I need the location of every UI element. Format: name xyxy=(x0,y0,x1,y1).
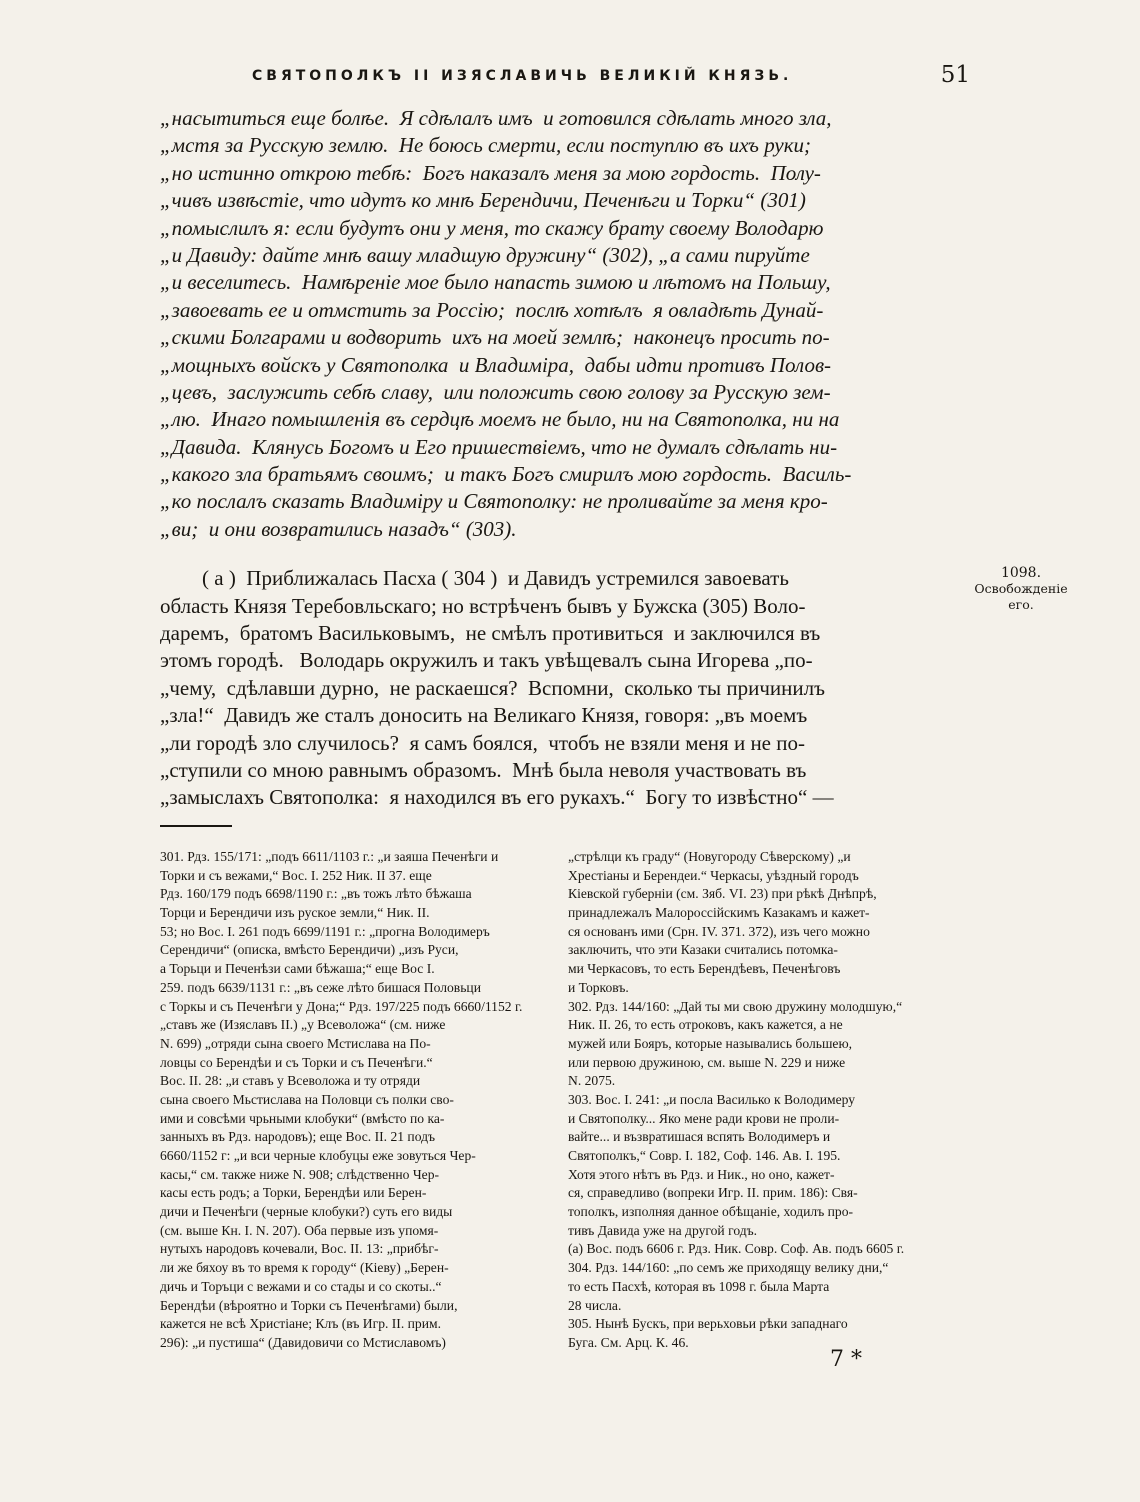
footnote-line: (а) Вос. подъ 6606 г. Рдз. Ник. Совр. Соф. Ав. подъ 6605 г. xyxy=(568,1241,905,1257)
footnote-line: дичь и Торъци с вежами и со стады и со скоты..“ xyxy=(160,1278,442,1294)
margin-label: Освобожденіе его. xyxy=(974,581,1068,612)
text-line: „завоевать ее и отмстить за Россію; послѣ хотѣлъ я овладѣть Дунай- xyxy=(160,297,824,322)
footnote-line: дичи и Печенѣги (черные клобуки?) суть его виды xyxy=(160,1204,453,1220)
footnote-line: занныхъ въ Рдз. народовъ); еще Вос. ІІ. 21 подъ xyxy=(160,1129,436,1145)
footnote-rule xyxy=(160,825,232,827)
text-line: „и Давиду: дайте мнѣ вашу младшую дружину“ (302), „а сами пируйте xyxy=(160,242,810,267)
footnote-line: 305. Нынѣ Бускъ, при верьховьи рѣки западнаго xyxy=(568,1316,848,1332)
footnote-line: „стрѣлци къ граду“ (Новугороду Сѣверскому) „и xyxy=(568,849,851,864)
footnote-line: Серендичи“ (описка, вмѣсто Берендичи) „изъ Руси, xyxy=(160,942,459,958)
text-line: „скими Болгарами и водворить ихъ на моей землѣ; наконецъ просить по- xyxy=(160,325,830,350)
footnote-line: ли же бяхоу въ то время к городу“ (Кіеву) „Берен- xyxy=(160,1260,449,1276)
text-line: даремъ, братомъ Васильковымъ, не смѣлъ противиться и заключился въ xyxy=(160,621,821,646)
running-title: СВЯТОПОЛКЪ II ИЗЯСЛАВИЧЬ ВЕЛИКІЙ КНЯЗЬ. xyxy=(252,68,793,84)
footnote-line: тивъ Давида уже на другой годъ. xyxy=(568,1222,758,1238)
footnote-line: или первою дружиною, см. выше N. 229 и ниже xyxy=(568,1054,846,1070)
footnote-line: тополкъ, изполняя данное обѣщаніе, ходилъ про- xyxy=(568,1204,854,1220)
footnote-line: Рдз. 160/179 подъ 6698/1190 г.: „въ тожъ лѣто бѣжаша xyxy=(160,886,472,902)
footnote-line: то есть Пасхѣ, которая въ 1098 г. была Марта xyxy=(568,1278,830,1294)
footnote-line: сына своего Мьстислава на Половци съ полки сво- xyxy=(160,1091,454,1107)
text-line: „но истинно открою тебѣ: Богъ наказалъ меня за мою гордость. Полу- xyxy=(160,160,821,185)
footnote-line: вайте... и възвратишася вспять Володимеръ и xyxy=(568,1129,831,1145)
footnote-line: мужей или Бояръ, которые назывались большею, xyxy=(568,1035,853,1051)
footnote-line: Святополкъ,“ Совр. І. 182, Соф. 146. Ав. І. 195. xyxy=(568,1148,841,1163)
footnotes-right-column xyxy=(568,848,968,1353)
footnote-line: касы,“ см. также ниже N. 908; слѣдственно Чер- xyxy=(160,1166,440,1182)
footnote-line: Хрестіаны и Берендеи.“ Черкасы, уѣздный городъ xyxy=(568,867,859,883)
footnote-line: 301. Рдз. 155/171: „подъ 6611/1103 г.: „и заяша Печенѣги и xyxy=(160,849,499,864)
footnote-line: Торки и съ вежами,“ Вос. І. 252 Ник. ІІ 37. еще xyxy=(160,867,432,883)
footnote-line: ловцы со Берендѣи и съ Торки и съ Печенѣги.“ xyxy=(160,1054,433,1070)
text-line: „цевъ, заслужить себѣ славу, или положить свою голову за Русскую зем- xyxy=(160,379,831,404)
text-line: ( а ) Приближалась Пасха ( 304 ) и Давидъ устремился завоевать xyxy=(160,566,789,591)
footnote-line: а Торьци и Печенѣзи сами бѣжаша;“ еще Вос І. xyxy=(160,961,435,977)
text-line: область Князя Теребовльскаго; но встрѣченъ бывъ у Бужска (305) Воло- xyxy=(160,593,806,618)
footnote-line: 304. Рдз. 144/160: „по семъ же приходящу велику дни,“ xyxy=(568,1260,889,1276)
footnote-line: 296): „и пустиша“ (Давидовичи со Мстиславомъ) xyxy=(160,1334,446,1350)
signature-mark: 7 * xyxy=(830,1347,862,1372)
text-line: „чему, сдѣлавши дурно, не раскаешся? Вспомни, сколько ты причинилъ xyxy=(160,675,825,700)
page-number: 51 xyxy=(940,62,970,88)
page-header xyxy=(160,62,990,102)
footnote-line: Вос. ІІ. 28: „и ставъ у Всеволожа и ту отряди xyxy=(160,1073,421,1089)
footnote-line: и Святополку... Яко мене ради крови не проли- xyxy=(568,1110,840,1126)
text-line: „замыслахъ Святополка: я находился въ его рукахъ.“ Богу то извѣстно“ — xyxy=(160,785,834,810)
footnote-line: Торци и Берендичи изъ руское земли,“ Ник. ІІ. xyxy=(160,905,430,921)
text-line: „какого зла братьямъ своимъ; и такъ Богъ смирилъ мою гордость. Василь- xyxy=(160,462,852,487)
text-line: „мстя за Русскую землю. Не боюсь смерти, если поступлю въ ихъ руки; xyxy=(160,133,812,158)
narrative-paragraph xyxy=(160,565,960,812)
footnote-line: 302. Рдз. 144/160: „Дай ты ми свою дружину молодшую,“ xyxy=(568,998,903,1014)
text-line: этомъ городѣ. Володарь окружилъ и такъ увѣщевалъ сына Игорева „по- xyxy=(160,648,813,673)
text-line: „насытиться еще болѣе. Я сдѣлалъ имъ и готовился сдѣлать много зла, xyxy=(160,106,832,130)
footnote-line: нутыхъ народовъ кочевали, Вос. ІІ. 13: „прибѣг- xyxy=(160,1241,439,1257)
main-text xyxy=(160,105,960,812)
text-line: „мощныхъ войскъ у Святополка и Владиміра, дабы идти противъ Полов- xyxy=(160,352,832,377)
footnote-line: 53; но Вос. І. 261 подъ 6699/1191 г.: „прогна Володимеръ xyxy=(160,923,490,939)
footnote-line: 259. подъ 6639/1131 г.: „въ сеже лѣто бишася Половьци xyxy=(160,979,481,995)
text-line: „помыслилъ я: если будутъ они у меня, то скажу брату своему Володарю xyxy=(160,215,824,240)
footnote-line: N. 2075. xyxy=(568,1073,616,1089)
margin-note xyxy=(966,565,1076,613)
footnote-line: 303. Вос. І. 241: „и посла Василько к Володимеру xyxy=(568,1091,856,1107)
footnote-line: ся, справедливо (вопреки Игр. ІІ. прим. 186): Свя- xyxy=(568,1185,858,1201)
footnote-line: 28 числа. xyxy=(568,1297,622,1313)
footnote-line: касы есть родъ; а Торки, Берендѣи или Берен- xyxy=(160,1185,427,1201)
footnote-line: (см. выше Кн. І. N. 207). Оба первые изъ упомя- xyxy=(160,1222,439,1238)
footnote-line: Ник. ІІ. 26, то есть отроковъ, какъ кажется, а не xyxy=(568,1017,843,1033)
paragraph-gap xyxy=(160,543,960,565)
text-line: „ли городѣ зло случилось? я самъ боялся, чтобъ не взяли меня и не по- xyxy=(160,730,805,755)
text-line: „ви; и они возвратились назадъ“ (303). xyxy=(160,516,517,541)
quoted-paragraph xyxy=(160,105,960,543)
footnote-line: 6660/1152 г: „и вси черные клобуцы еже зовуться Чер- xyxy=(160,1148,476,1163)
footnote-line: Буга. См. Арц. К. 46. xyxy=(568,1334,689,1350)
footnote-line: ся основанъ ими (Срн. IV. 371. 372), изъ чего можно xyxy=(568,923,870,939)
footnote-line: Кіевской губерніи (см. Зяб. VI. 23) при рѣкѣ Днѣпрѣ, xyxy=(568,886,877,902)
text-line: „ко послалъ сказать Владиміру и Святополку: не проливайте за меня кро- xyxy=(160,489,828,514)
footnote-line: Хотя этого нѣтъ въ Рдз. и Ник., но оно, кажет- xyxy=(568,1166,835,1182)
footnote-line: ими и совсѣми чрьными клобуки“ (вмѣсто по ка- xyxy=(160,1110,445,1126)
text-line: „ступили со мною равнымъ образомъ. Мнѣ была неволя участвовать въ xyxy=(160,757,807,782)
footnote-line: „ставъ же (Изяславъ ІІ.) „у Всеволожа“ (см. ниже xyxy=(160,1017,446,1033)
footnote-line: принадлежалъ Малороссійскимъ Казакамъ и кажет- xyxy=(568,905,870,921)
footnote-line: заключить, что эти Казаки считались потомка- xyxy=(568,942,838,958)
footnote-line: Берендѣи (вѣроятно и Торки съ Печенѣгами) были, xyxy=(160,1297,458,1313)
margin-year: 1098. xyxy=(1000,565,1042,581)
text-line: „и веселитесь. Намѣреніе мое было напасть зимою и лѣтомъ на Польшу, xyxy=(160,270,831,295)
text-line: „лю. Инаго помышленія въ сердцѣ моемъ не было, ни на Святополка, ни на xyxy=(160,407,840,432)
footnote-line: кажется не всѣ Христіане; Клъ (въ Игр. ІІ. прим. xyxy=(160,1316,441,1332)
text-line: „зла!“ Давидъ же сталъ доносить на Великаго Князя, говоря: „въ моемъ xyxy=(160,703,808,728)
footnote-line: N. 699) „отряди сына своего Мстислава на По- xyxy=(160,1035,431,1051)
footnote-line: с Торкы и съ Печенѣги у Дона;“ Рдз. 197/225 подъ 6660/1152 г. xyxy=(160,998,523,1014)
text-line: „чивъ извѣстіе, что идутъ ко мнѣ Берендичи, Печенѣги и Торки“ (301) xyxy=(160,188,806,213)
footnotes-left-column xyxy=(160,848,580,1353)
footnote-line: и Торковъ. xyxy=(568,979,629,995)
text-line: „Давида. Клянусь Богомъ и Его пришествіемъ, что не думалъ сдѣлать ни- xyxy=(160,434,838,459)
footnote-line: ми Черкасовъ, то есть Берендѣевъ, Печенѣговъ xyxy=(568,961,841,977)
